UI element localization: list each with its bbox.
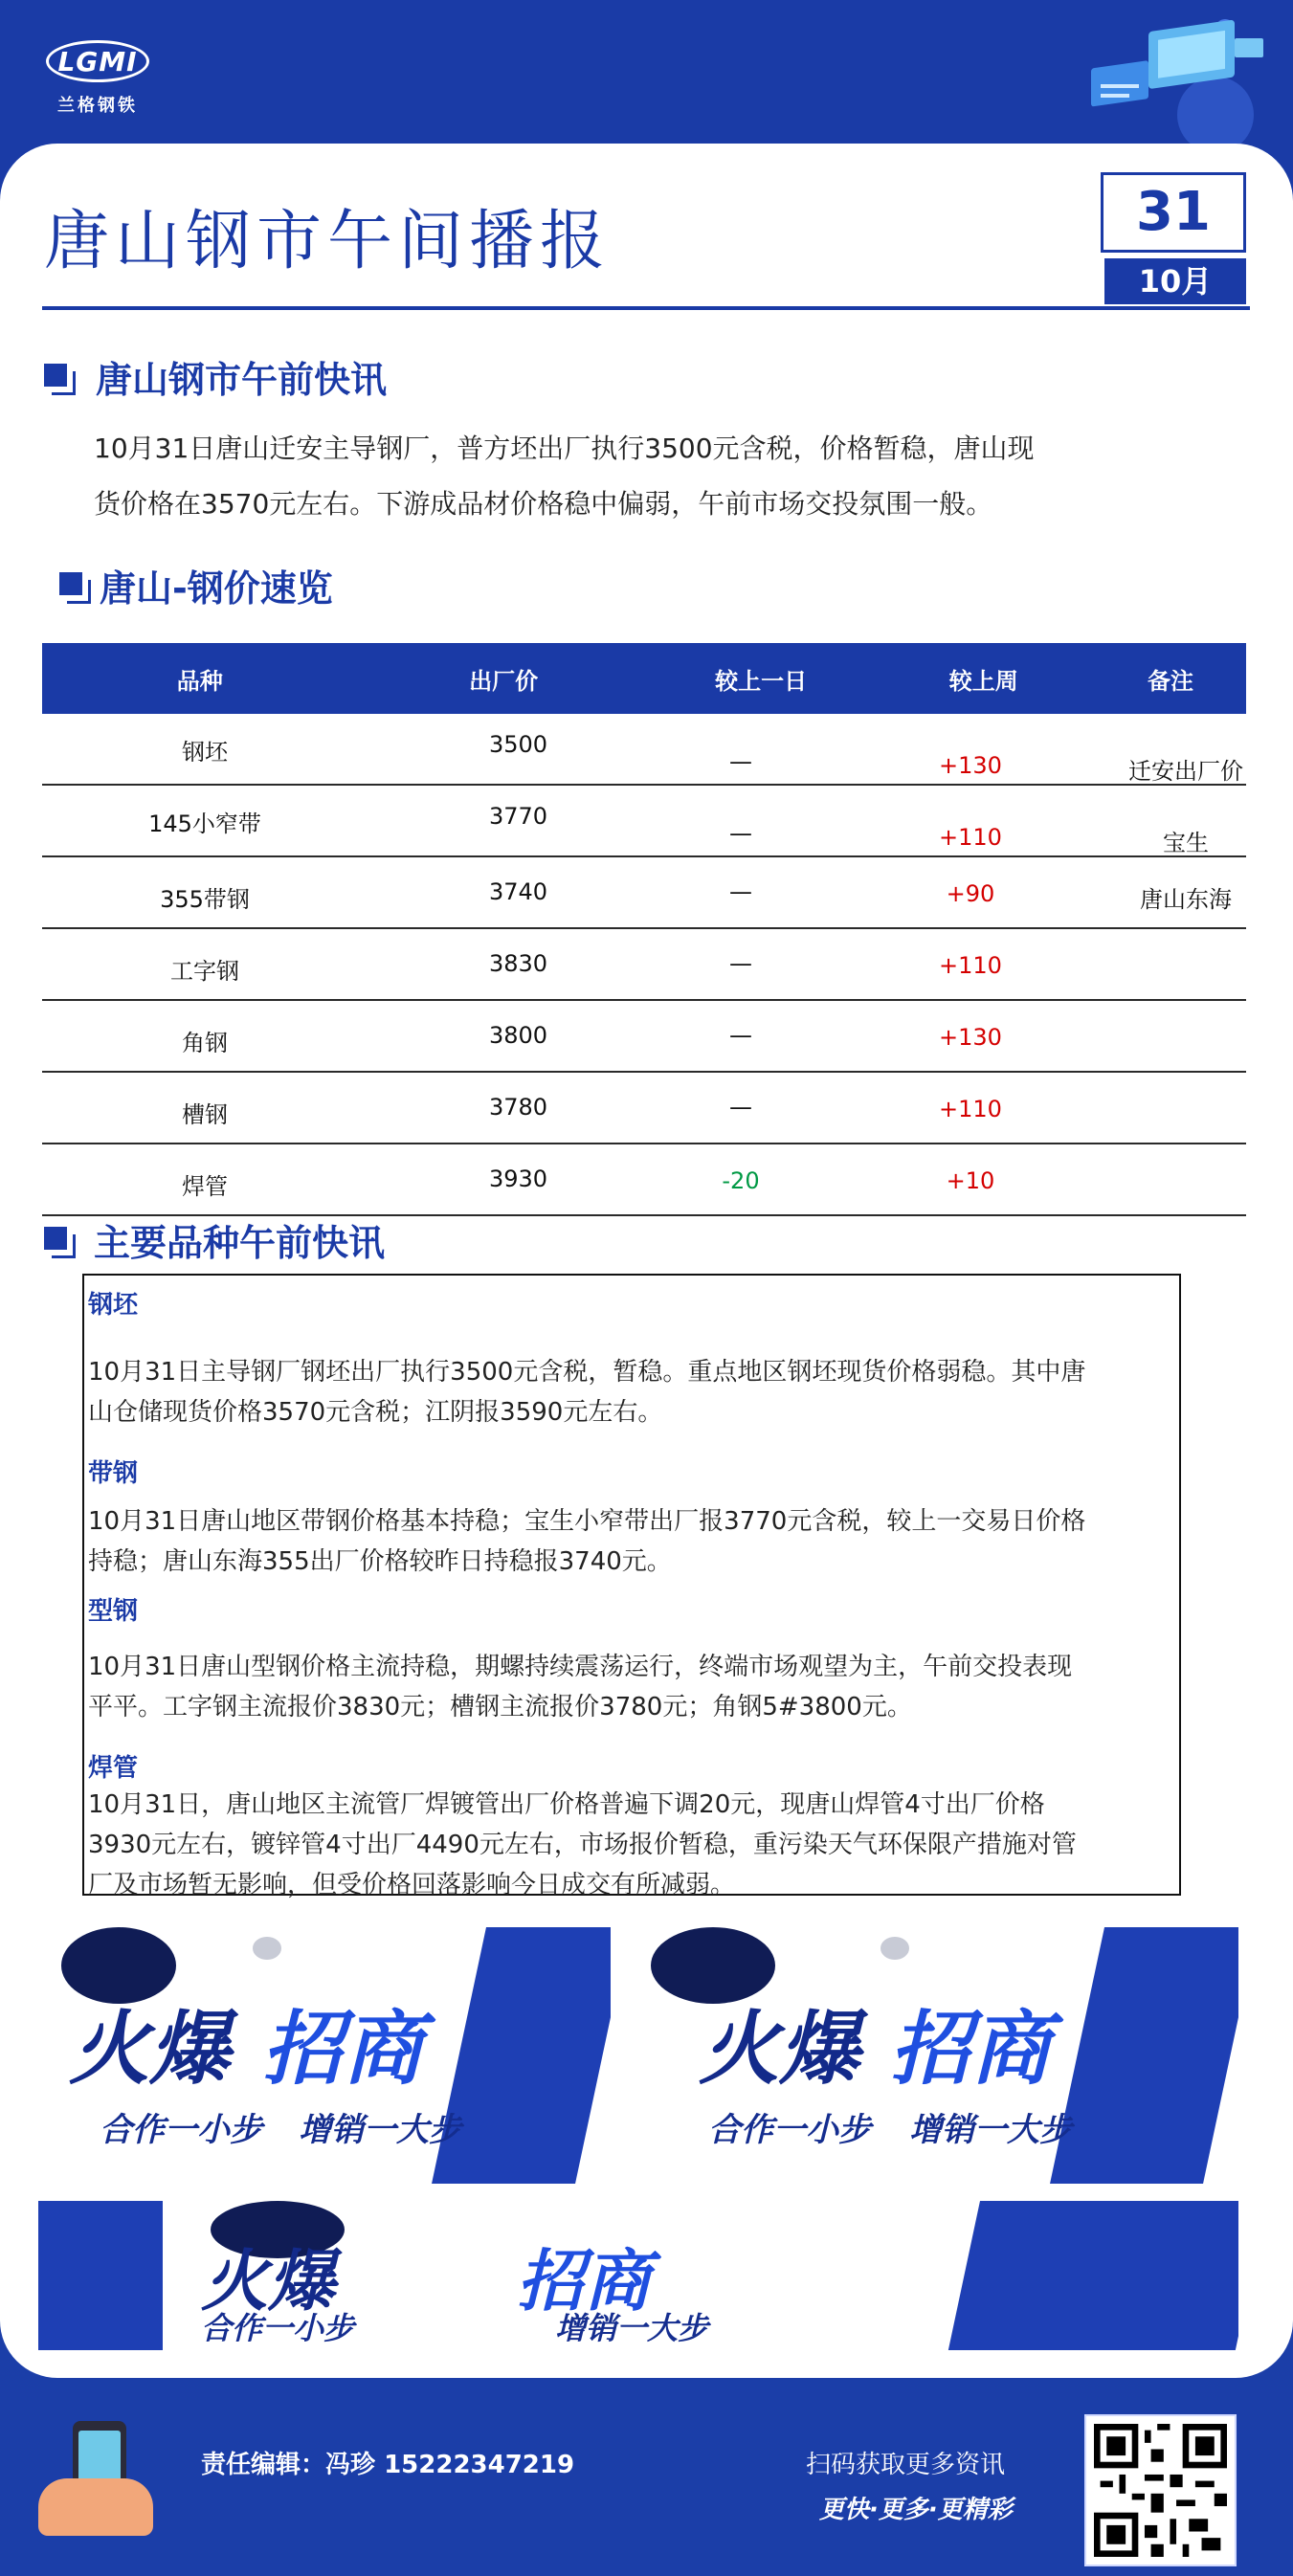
- cell-day-change: —: [729, 1022, 752, 1049]
- news-title-section-steel: 型钢: [88, 1597, 139, 1626]
- cell-product: 焊管: [182, 1173, 228, 1200]
- morning-news-line: 10月31日唐山迁安主导钢厂，普方坯出厂执行3500元含税，价格暂稳，唐山现: [94, 433, 1035, 464]
- date-day: 31: [1101, 172, 1246, 253]
- cell-price: 3930: [488, 1166, 548, 1192]
- col-header-day-change: 较上一日: [715, 667, 808, 695]
- section-heading-key-products: 主要品种午前快讯: [94, 1222, 386, 1264]
- cell-price: 3780: [488, 1094, 548, 1121]
- banner-title-a: 火爆: [69, 2002, 231, 2096]
- cell-product: 145小窄带: [148, 811, 261, 837]
- banner-title-b: 招商: [890, 2002, 1052, 2096]
- date-badge: [1101, 172, 1246, 304]
- news-line: 平平。工字钢主流报价3830元；槽钢主流报价3780元；角钢5#3800元。: [88, 1693, 912, 1721]
- section-bullet-icon: [44, 1227, 67, 1250]
- news-body-strip: [88, 1501, 1175, 1582]
- news-line: 厂及市场暂无影响，但受价格回落影响今日成交有所减弱。: [88, 1871, 736, 1899]
- morning-news-line: 货价格在3570元左右。下游成品材价格稳中偏弱，午前市场交投氛围一般。: [94, 488, 993, 520]
- cell-week-change: +110: [939, 1096, 1002, 1122]
- phone-hand-icon: [29, 2421, 172, 2555]
- ad-banner-right[interactable]: [651, 1927, 1238, 2184]
- editor-phone[interactable]: 15222347219: [384, 2451, 575, 2479]
- qr-code-icon[interactable]: [1084, 2414, 1237, 2566]
- table-header: [42, 643, 1246, 714]
- logo-letters: LGMI: [57, 46, 138, 78]
- banner-title-b: 招商: [262, 2002, 424, 2096]
- cell-day-change: —: [729, 820, 752, 847]
- ad-banner-left[interactable]: [42, 1927, 611, 2184]
- section-bullet-icon: [59, 572, 82, 595]
- news-body-welded-pipe: [88, 1785, 1175, 1905]
- scan-prompt: 扫码获取更多资讯: [806, 2451, 1006, 2479]
- col-header-week-change: 较上周: [948, 667, 1018, 695]
- cell-week-change: +110: [939, 952, 1002, 979]
- cell-product: 钢坯: [182, 739, 228, 766]
- cell-price: 3500: [488, 731, 548, 758]
- cell-day-change: —: [729, 878, 752, 905]
- company-logo[interactable]: [40, 33, 155, 119]
- banner-title-b: 招商: [517, 2242, 651, 2321]
- qr-pattern: [1094, 2424, 1227, 2557]
- cell-product: 工字钢: [170, 958, 239, 985]
- cell-week-change: +10: [946, 1167, 995, 1194]
- news-line: 10月31日，唐山地区主流管厂焊镀管出厂价格普遍下调20元，现唐山焊管4寸出厂价格: [88, 1790, 1045, 1819]
- table-row: [42, 1073, 1246, 1144]
- cell-product: 355带钢: [160, 886, 250, 913]
- morning-news-text: [94, 421, 1204, 532]
- cell-price: 3740: [488, 878, 548, 905]
- news-line: 10月31日唐山地区带钢价格基本持稳；宝生小窄带出厂报3770元含税，较上一交易日价格: [88, 1507, 1086, 1536]
- news-title-strip: 带钢: [88, 1459, 139, 1488]
- title-divider: [42, 306, 1250, 310]
- section-heading-price-overview: 唐山-钢价速览: [100, 567, 333, 610]
- banner-slogan-a: 合作一小步: [201, 2310, 355, 2346]
- col-header-price: 出厂价: [469, 667, 539, 695]
- footer-tagline: 更快·更多·更精彩: [819, 2496, 1013, 2524]
- banner-slogan-b: 增销一大步: [909, 2111, 1072, 2149]
- cell-day-change: —: [729, 1094, 752, 1121]
- tech-illustration-icon: [1034, 10, 1273, 153]
- table-row: [42, 1144, 1246, 1216]
- product-news-box: [82, 1274, 1181, 1899]
- banner-title-a: 火爆: [699, 2002, 860, 2096]
- banner-slogan-a: 合作一小步: [708, 2111, 871, 2149]
- cell-note: 迁安出厂价: [1128, 758, 1243, 785]
- date-month: 10月: [1104, 258, 1246, 304]
- news-title-billet: 钢坯: [88, 1291, 139, 1320]
- editor-label: 责任编辑：冯珍: [201, 2451, 376, 2479]
- news-title-welded-pipe: 焊管: [88, 1754, 139, 1783]
- cell-product: 槽钢: [182, 1101, 228, 1128]
- cell-day-change: -20: [722, 1167, 760, 1194]
- cell-note: 唐山东海: [1140, 886, 1232, 913]
- news-line: 3930元左右，镀锌管4寸出厂4490元左右，市场报价暂稳，重污染天气环保限产措施对管: [88, 1831, 1077, 1859]
- cell-week-change: +110: [939, 824, 1002, 851]
- cell-day-change: —: [729, 748, 752, 775]
- col-header-product: 品种: [176, 667, 223, 695]
- news-line: 持稳；唐山东海355出厂价格较昨日持稳报3740元。: [88, 1547, 672, 1576]
- news-line: 10月31日主导钢厂钢坯出厂执行3500元含税，暂稳。重点地区钢坯现货价格弱稳。其中唐: [88, 1358, 1086, 1387]
- table-row: [42, 1001, 1246, 1073]
- banner-splat: [881, 1937, 909, 1960]
- banner-slogan-a: 合作一小步: [100, 2111, 262, 2149]
- table-row: [42, 714, 1246, 786]
- price-table: [42, 643, 1246, 1216]
- cell-price: 3800: [488, 1022, 548, 1049]
- col-header-note: 备注: [1148, 667, 1194, 695]
- hand-shape: [38, 2478, 153, 2536]
- banner-slogan-b: 增销一大步: [299, 2111, 461, 2149]
- news-body-section-steel: [88, 1647, 1175, 1727]
- banner-splat: [253, 1937, 281, 1960]
- news-line: 山仓储现货价格3570元含税；江阴报3590元左右。: [88, 1398, 663, 1427]
- news-body-billet: [88, 1352, 1175, 1432]
- cell-week-change: +90: [946, 880, 995, 907]
- banner-stripe: [38, 2201, 163, 2350]
- cell-week-change: +130: [939, 752, 1002, 779]
- table-row: [42, 786, 1246, 857]
- section-heading-morning-news: 唐山钢市午前快讯: [96, 359, 388, 401]
- cell-week-change: +130: [939, 1024, 1002, 1051]
- cell-product: 角钢: [182, 1030, 228, 1056]
- logo-cn-name: 兰格钢铁: [57, 96, 138, 116]
- banner-stripe: [1050, 1927, 1238, 2184]
- banner-title-a: 火爆: [201, 2242, 335, 2321]
- cell-price: 3830: [488, 950, 548, 977]
- banner-stripe: [948, 2201, 1238, 2350]
- section-bullet-icon: [44, 364, 67, 387]
- cell-price: 3770: [488, 803, 548, 830]
- news-line: 10月31日唐山型钢价格主流持稳，期螺持续震荡运行，终端市场观望为主，午前交投表现: [88, 1653, 1073, 1681]
- table-row: [42, 929, 1246, 1001]
- cell-day-change: —: [729, 950, 752, 977]
- page-title: 唐山钢市午间播报: [44, 204, 612, 279]
- banner-slogan-b: 增销一大步: [555, 2310, 709, 2346]
- table-row: [42, 857, 1246, 929]
- editor-info: [201, 2445, 574, 2480]
- cell-note: 宝生: [1163, 830, 1209, 856]
- ad-banner-wide[interactable]: [38, 2201, 1238, 2350]
